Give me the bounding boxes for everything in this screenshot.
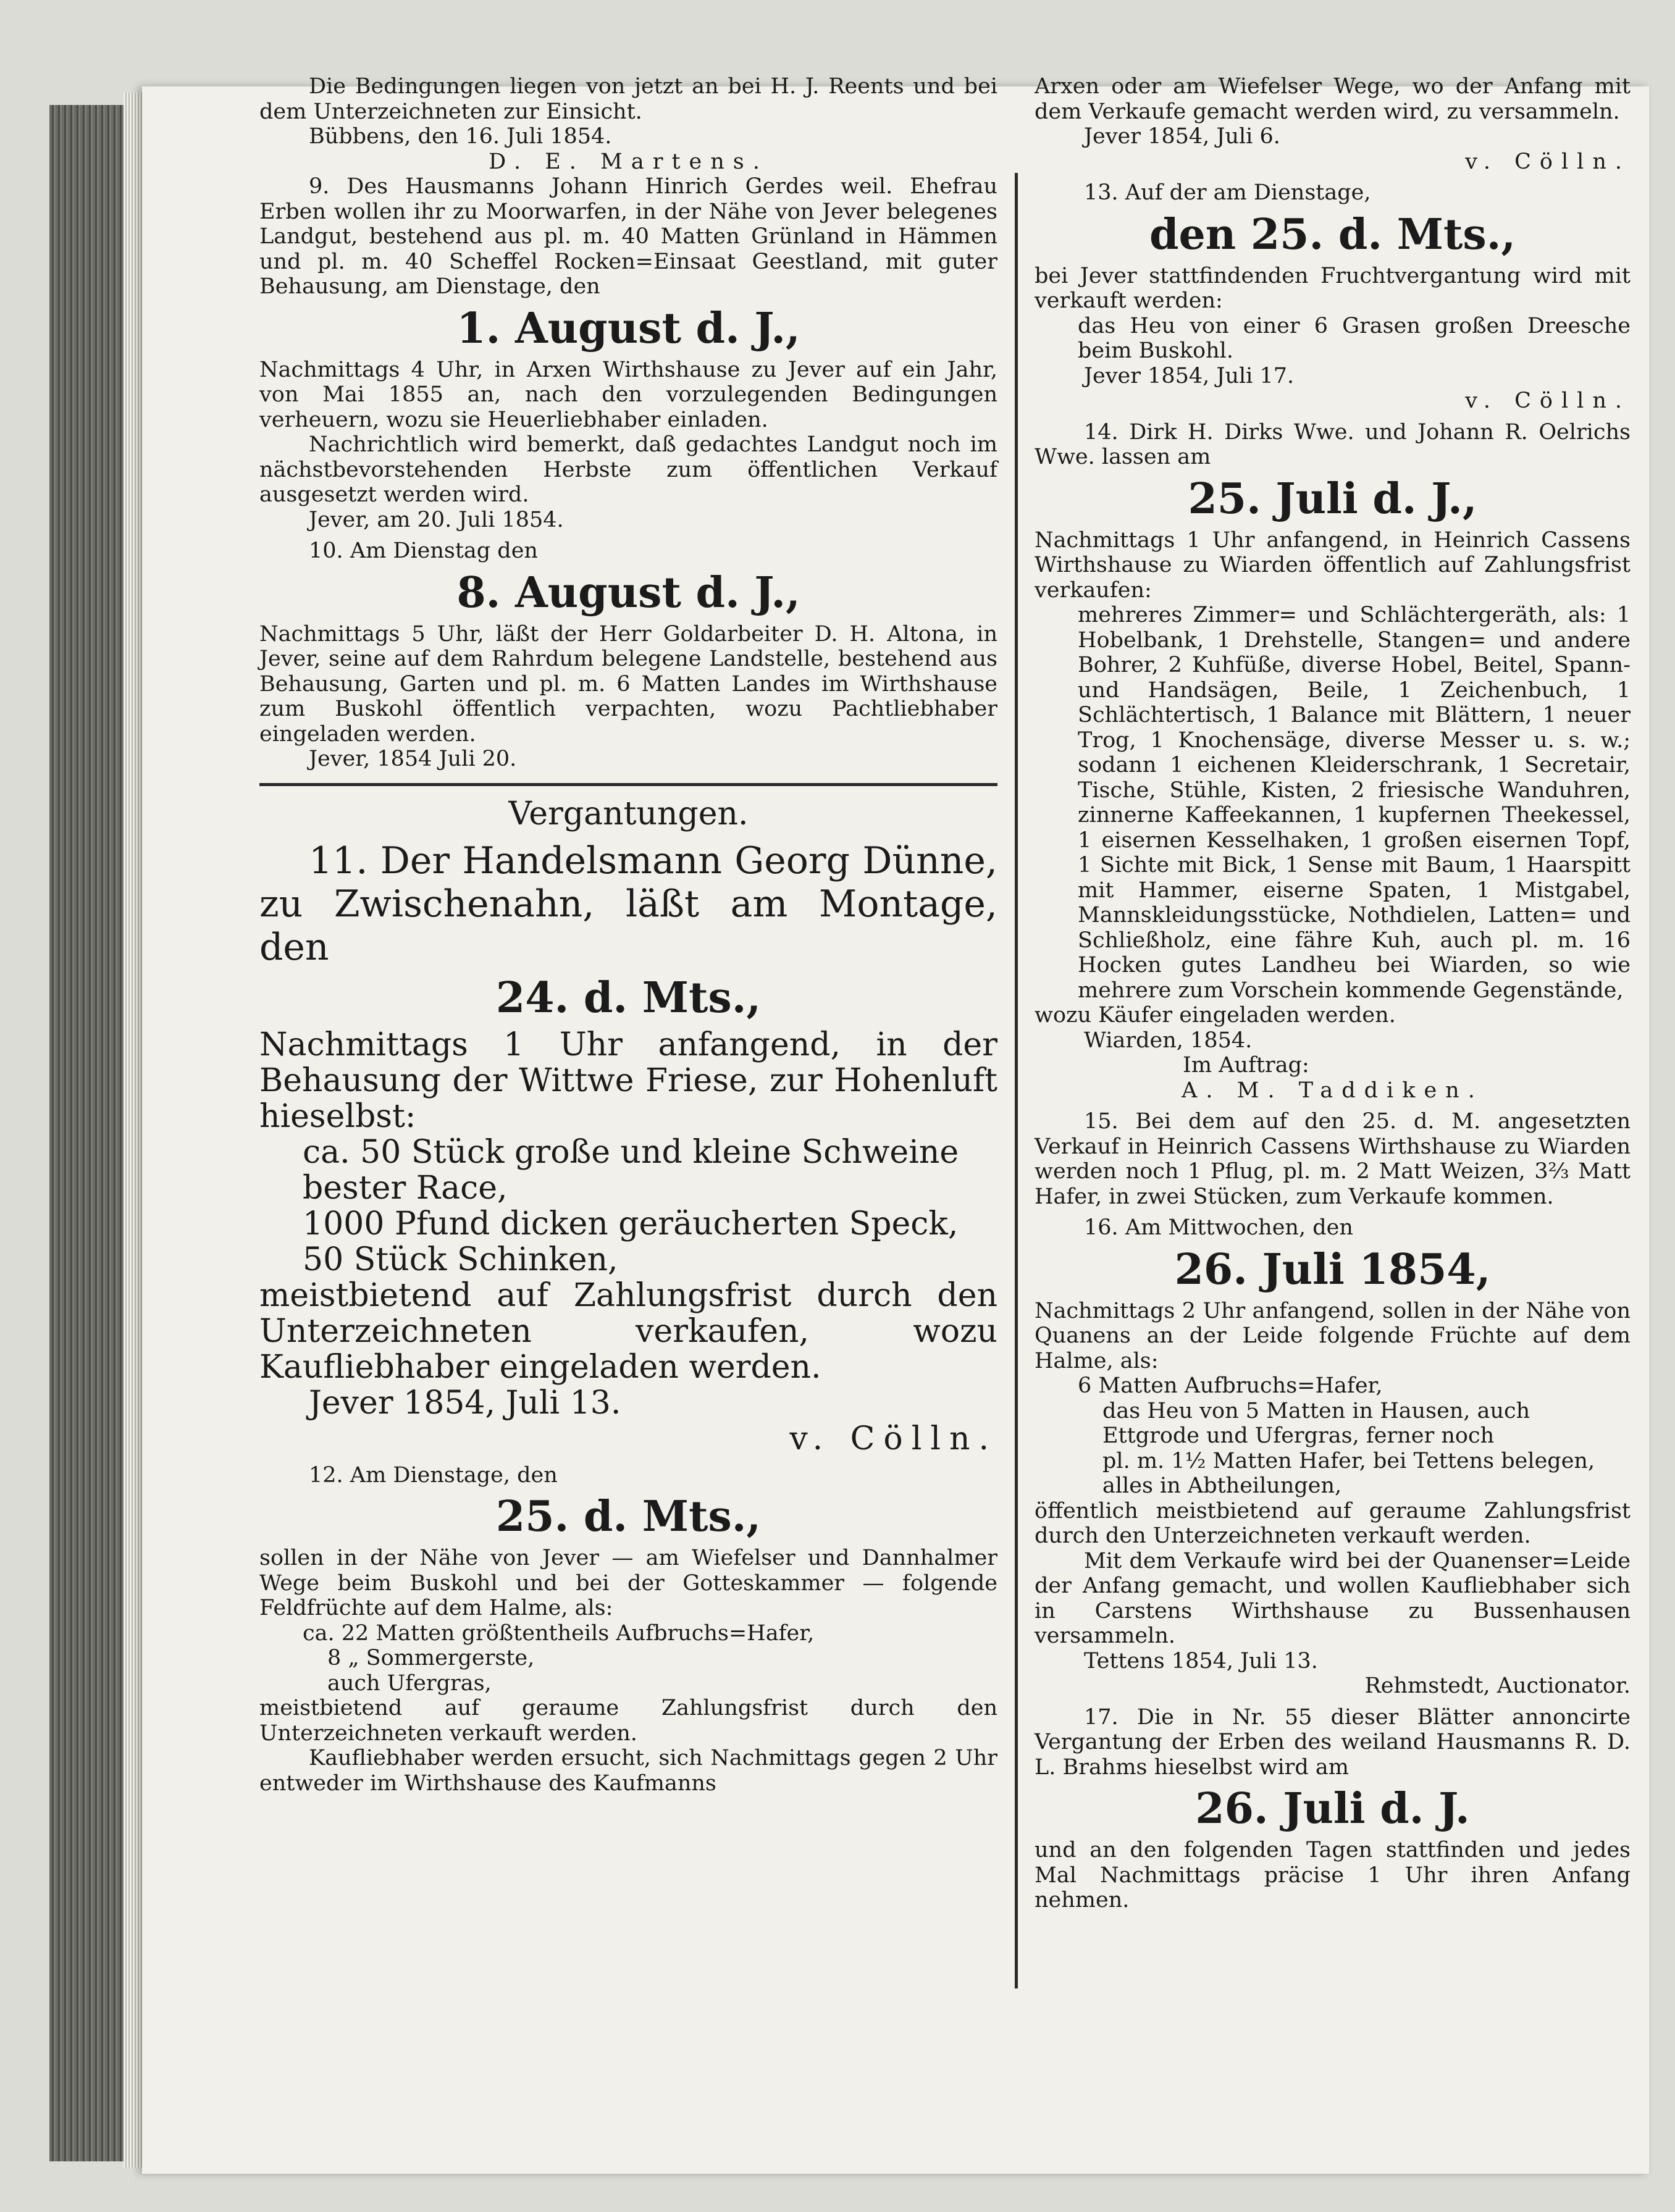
notice-16-item: 6 Matten Aufbruchs=Hafer, <box>1078 1373 1383 1398</box>
right-column <box>1035 74 1631 1913</box>
notice-16-note: Mit dem Verkaufe wird bei der Quanenser=Leide der Anfang gemacht, und wollen Kaufliebhaber sich in Carstens Wirthshause zu Bussenhausen versammeln. <box>1035 1548 1631 1648</box>
notice-12-body: sollen in der Nähe von Jever — am Wiefelser und Dannhalmer Wege beim Buskohl und bei der Gotteskammer — folgende Feldfrüchte auf dem Halme, als: <box>259 1546 997 1620</box>
notice-11-text: meistbietend auf Zahlungsfrist durch den Unterzeichneten verkaufen, wozu Kaufliebhaber eingeladen werden. <box>259 1276 997 1386</box>
notice-continued-sign: Jever 1854, Juli 6. <box>1084 124 1280 149</box>
notice-11-sign: Jever 1854, Juli 13. <box>309 1384 621 1422</box>
notice-14-signature: A. M. Taddiken. <box>1182 1078 1484 1103</box>
book-edge-marbled <box>49 105 130 2161</box>
notice-14-sign: Wiarden, 1854. <box>1084 1028 1253 1053</box>
notice-text: Die Bedingungen liegen von jetzt an bei H. J. Reents und bei dem Unterzeichneten zur Einsicht. <box>259 74 997 124</box>
notice-13-sign: Jever 1854, Juli 17. <box>1084 363 1295 388</box>
notice-11-date: 24. d. Mts., <box>495 973 762 1023</box>
notice-12: 12. Am Dienstage, den <box>309 1462 558 1488</box>
notice-13-body: bei Jever stattfindenden Fruchtvergantung wird mit verkauft werden: <box>1035 263 1631 313</box>
notice-16-item: das Heu von 5 Matten in Hausen, auch <box>1102 1398 1530 1423</box>
notice-10: 10. Am Dienstag den <box>309 538 538 563</box>
notice-13: 13. Auf der am Dienstage, <box>1084 180 1371 205</box>
notice-11-item: 1000 Pfund dicken geräucherten Speck, <box>303 1205 959 1242</box>
notice-10-date: 8. August d. J., <box>456 568 800 618</box>
notice-16-item: pl. m. 1½ Matten Hafer, bei Tettens belegen, <box>1102 1448 1595 1473</box>
notice-14-auftrag: Im Auftrag: <box>1183 1053 1309 1078</box>
notice-continued: Arxen oder am Wiefelser Wege, wo der Anfang mit dem Verkaufe gemacht werden wird, zu versammeln. <box>1035 74 1631 124</box>
notice-11-item: ca. 50 Stück große und kleine Schweine bester Race, <box>303 1133 959 1207</box>
notice-10-sign: Jever, 1854 Juli 20. <box>309 747 517 771</box>
notice-12-note: Kaufliebhaber werden ersucht, sich Nachmittags gegen 2 Uhr entweder im Wirthshause des Kaufmanns <box>259 1746 997 1796</box>
notice-17-body: und an den folgenden Tagen stattfinden und jedes Mal Nachmittags präcise 1 Uhr ihren Anfang nehmen. <box>1035 1838 1631 1912</box>
notice-17: 17. Die in Nr. 55 dieser Blätter annoncirte Vergantung der Erben des weiland Hausmanns R. D. L. Brahms hieselbst wird am <box>1035 1704 1631 1780</box>
notice-13-item: das Heu von einer 6 Grasen großen Dreesche beim Buskohl. <box>1078 313 1631 363</box>
notice-11-item: 50 Stück Schinken, <box>303 1241 618 1278</box>
notice-continued-signature: v. Cölln. <box>1465 149 1631 174</box>
column-divider <box>1015 173 1018 1988</box>
notice-16-body: Nachmittags 2 Uhr anfangend, sollen in der Nähe von Quanens an der Leide folgende Früchte auf dem Halme, als: <box>1035 1298 1631 1373</box>
notice-12-date: 25. d. Mts., <box>495 1492 762 1541</box>
notice-11-signature: v. Cölln. <box>789 1420 997 1457</box>
notice-9-sign: Jever, am 20. Juli 1854. <box>309 507 564 532</box>
notice-9-body: Nachmittags 4 Uhr, in Arxen Wirthshause zu Jever auf ein Jahr, von Mai 1855 an, nach den vorzulegenden Bedingungen verheuern, wozu sie Heuerliebhaber einladen. <box>259 357 997 432</box>
notice-16-text: öffentlich meistbietend auf geraume Zahlungsfrist durch den Unterzeichneten verkauft werden. <box>1035 1498 1631 1548</box>
notice-16-date: 26. Juli 1854, <box>1174 1244 1491 1294</box>
notice-12-text: meistbietend auf geraume Zahlungsfrist durch den Unterzeichneten verkauft werden. <box>259 1696 997 1746</box>
section-title: Vergantungen. <box>508 795 749 832</box>
left-column <box>259 74 997 1796</box>
notice-9: 9. Des Hausmanns Johann Hinrich Gerdes weil. Ehefrau Erben wollen ihr zu Moorwarfen, in der Nähe von Jever belegenes Landgut, bestehend aus pl. m. 40 Matten Grünland in Hämmen und pl. m. 40 Scheffel Rocken=Einsaat Geestland, mit guter Behausung, am Dienstage, den <box>259 174 997 299</box>
notice-9-date: 1. August d. J., <box>456 303 800 353</box>
notice-17-date: 26. Juli d. J. <box>1195 1784 1470 1833</box>
notice-14: 14. Dirk H. Dirks Wwe. und Johann R. Oelrichs Wwe. lassen am <box>1035 419 1631 469</box>
notice-12-item: ca. 22 Matten größtentheils Aufbruchs=Hafer, <box>303 1620 815 1646</box>
notice-16-sign: Tettens 1854, Juli 13. <box>1084 1648 1318 1674</box>
notice-16: 16. Am Mittwochen, den <box>1084 1215 1353 1240</box>
notice-9-note: Nachrichtlich wird bemerkt, daß gedachtes Landgut noch im nächstbevorstehenden Herbste zum öffentlichen Verkauf ausgesetzt werden wird. <box>259 432 997 507</box>
notice-16-item: alles in Abtheilungen, <box>1102 1473 1342 1498</box>
notice-11-body: Nachmittags 1 Uhr anfangend, in der Behausung der Wittwe Friese, zur Hohenluft hieselbst: <box>259 1026 997 1135</box>
notice-14-text: wozu Käufer eingeladen werden. <box>1035 1003 1396 1028</box>
notice-15: 15. Bei dem auf den 25. d. M. angesetzten Verkauf in Heinrich Cassens Wirthshause zu Wiarden werden noch 1 Pflug, pl. m. 2 Matt Weizen, 3⅔ Matt Hafer, in zwei Stücken, zum Verkaufe kommen. <box>1035 1109 1631 1209</box>
notice-16-signature: Rehmstedt, Auctionator. <box>1364 1674 1631 1698</box>
notice-10-body: Nachmittags 5 Uhr, läßt der Herr Goldarbeiter D. H. Altona, in Jever, seine auf dem Rahrdum belegene Landstelle, bestehend aus Behausung, Garten und pl. m. 6 Matten Landes im Wirthshause zum Buskohl öffentlich verpachten, wozu Pachtliebhaber eingeladen werden. <box>259 621 997 747</box>
notice-11: 11. Der Handelsmann Georg Dünne, zu Zwischenahn, läßt am Montage, den <box>259 839 997 969</box>
notice-12-item: 8 „ Sommergerste, <box>327 1646 535 1670</box>
notice-14-body: Nachmittags 1 Uhr anfangend, in Heinrich Cassens Wirthshause zu Wiarden öffentlich auf Zahlungsfrist verkaufen: <box>1035 527 1631 603</box>
notice-14-items: mehreres Zimmer= und Schlächtergeräth, als: 1 Hobelbank, 1 Drehstelle, Stangen= und andere Bohrer, 2 Kuhfüße, diverse Hobel, Beitel, Spann- und Handsägen, Beile, 1 Zeichenbuch, 1 Schlächtertisch, 1 Balance mit Blättern, 1 neuer Trog, 1 Knochensäge, diverse Messer u. s. w.; sodann 1 eichenen Kleiderschrank, 1 Secretair, Tische, Stühle, Kisten, 2 friesische Wanduhren, zinnerne Kaffeekannen, 1 kupfernen Theekessel, 1 eisernen Kesselhaken, 1 großen eisernen Topf, 1 Sichte mit Bick, 1 Sense mit Baum, 1 Haarspitt mit Hammer, eiserne Spaten, 1 Mistgabel, Mannskleidungsstücke, Nothdielen, Latten= und Schließholz, eine fähre Kuh, auch pl. m. 16 Hocken gutes Landheu bei Wiarden, so wie mehrere zum Vorschein kommende Gegenstände, <box>1078 603 1631 1003</box>
notice-date: Bübbens, den 16. Juli 1854. <box>309 124 612 149</box>
section-rule <box>259 783 997 786</box>
notice-13-signature: v. Cölln. <box>1465 388 1631 413</box>
notice-signature: D. E. Martens. <box>489 149 768 174</box>
notice-14-date: 25. Juli d. J., <box>1188 474 1477 524</box>
notice-12-item: auch Ufergras, <box>327 1670 492 1696</box>
notice-13-date: den 25. d. Mts., <box>1149 209 1516 259</box>
notice-16-item: Ettgrode und Ufergras, ferner noch <box>1102 1423 1495 1448</box>
